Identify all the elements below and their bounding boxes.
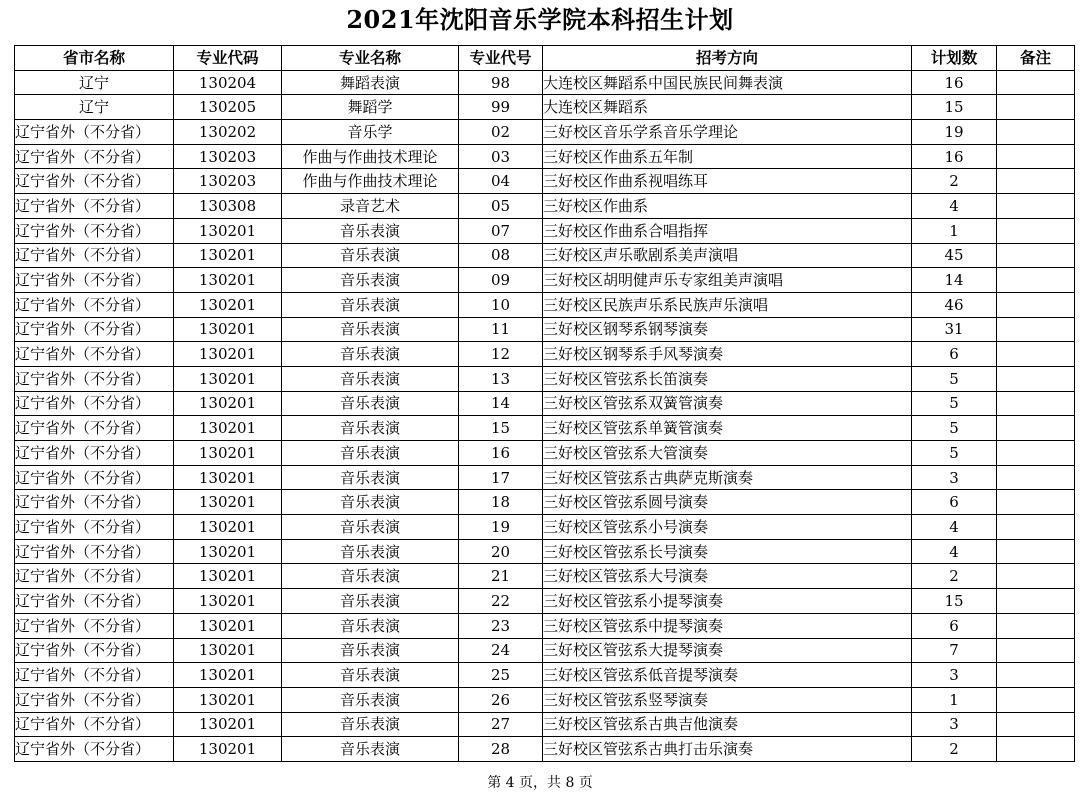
cell-plan-count: 45 [912, 243, 997, 268]
cell-major-number: 11 [459, 317, 543, 342]
cell-major-number: 14 [459, 391, 543, 416]
cell-remark [997, 613, 1075, 638]
cell-direction: 三好校区管弦系古典萨克斯演奏 [543, 465, 912, 490]
cell-major-number: 07 [459, 218, 543, 243]
cell-major-code: 130201 [174, 441, 282, 466]
cell-plan-count: 2 [912, 169, 997, 194]
cell-major-number: 04 [459, 169, 543, 194]
cell-direction: 三好校区作曲系合唱指挥 [543, 218, 912, 243]
cell-remark [997, 218, 1075, 243]
table-row [15, 441, 1075, 466]
cell-remark [997, 737, 1075, 762]
table-row [15, 342, 1075, 367]
cell-major-code: 130203 [174, 169, 282, 194]
cell-plan-count: 46 [912, 292, 997, 317]
cell-major-name: 音乐表演 [282, 737, 459, 762]
cell-major-number: 09 [459, 268, 543, 293]
cell-direction: 大连校区舞蹈系中国民族民间舞表演 [543, 70, 912, 95]
cell-major-number: 18 [459, 490, 543, 515]
cell-plan-count: 5 [912, 441, 997, 466]
cell-major-name: 音乐表演 [282, 218, 459, 243]
table-row [15, 589, 1075, 614]
cell-province: 辽宁省外（不分省） [15, 465, 174, 490]
cell-major-name: 音乐表演 [282, 366, 459, 391]
cell-major-name: 音乐表演 [282, 243, 459, 268]
table-row [15, 416, 1075, 441]
cell-major-name: 音乐表演 [282, 292, 459, 317]
cell-remark [997, 120, 1075, 145]
cell-major-number: 10 [459, 292, 543, 317]
cell-province: 辽宁省外（不分省） [15, 317, 174, 342]
header-plan-count: 计划数 [912, 46, 997, 71]
table-row [15, 194, 1075, 219]
cell-province: 辽宁省外（不分省） [15, 243, 174, 268]
table-row [15, 120, 1075, 145]
cell-plan-count: 5 [912, 416, 997, 441]
cell-major-code: 130201 [174, 490, 282, 515]
cell-major-name: 音乐表演 [282, 465, 459, 490]
header-direction: 招考方向 [543, 46, 912, 71]
cell-direction: 三好校区声乐歌剧系美声演唱 [543, 243, 912, 268]
cell-major-number: 17 [459, 465, 543, 490]
cell-remark [997, 564, 1075, 589]
table-row [15, 564, 1075, 589]
cell-major-number: 23 [459, 613, 543, 638]
cell-remark [997, 465, 1075, 490]
cell-major-name: 音乐表演 [282, 268, 459, 293]
cell-province: 辽宁省外（不分省） [15, 564, 174, 589]
cell-remark [997, 144, 1075, 169]
cell-plan-count: 6 [912, 342, 997, 367]
cell-plan-count: 5 [912, 366, 997, 391]
cell-major-code: 130201 [174, 687, 282, 712]
cell-major-name: 音乐表演 [282, 515, 459, 540]
cell-plan-count: 3 [912, 465, 997, 490]
cell-major-number: 98 [459, 70, 543, 95]
cell-province: 辽宁省外（不分省） [15, 218, 174, 243]
table-body [15, 70, 1075, 761]
cell-major-name: 作曲与作曲技术理论 [282, 144, 459, 169]
cell-province: 辽宁省外（不分省） [15, 589, 174, 614]
cell-major-number: 25 [459, 663, 543, 688]
cell-direction: 三好校区管弦系小号演奏 [543, 515, 912, 540]
cell-major-name: 舞蹈学 [282, 95, 459, 120]
cell-major-number: 28 [459, 737, 543, 762]
cell-remark [997, 95, 1075, 120]
cell-province: 辽宁省外（不分省） [15, 416, 174, 441]
cell-major-code: 130201 [174, 663, 282, 688]
cell-major-code: 130201 [174, 292, 282, 317]
cell-remark [997, 589, 1075, 614]
cell-remark [997, 416, 1075, 441]
cell-direction: 三好校区管弦系圆号演奏 [543, 490, 912, 515]
table-row [15, 490, 1075, 515]
cell-major-name: 音乐表演 [282, 712, 459, 737]
cell-province: 辽宁省外（不分省） [15, 490, 174, 515]
table-row [15, 144, 1075, 169]
cell-direction: 三好校区胡明健声乐专家组美声演唱 [543, 268, 912, 293]
cell-major-name: 录音艺术 [282, 194, 459, 219]
table-row [15, 687, 1075, 712]
cell-plan-count: 16 [912, 70, 997, 95]
cell-province: 辽宁省外（不分省） [15, 144, 174, 169]
cell-major-number: 02 [459, 120, 543, 145]
cell-major-code: 130202 [174, 120, 282, 145]
table-row [15, 70, 1075, 95]
cell-major-code: 130201 [174, 342, 282, 367]
cell-major-code: 130201 [174, 539, 282, 564]
cell-major-code: 130308 [174, 194, 282, 219]
cell-province: 辽宁省外（不分省） [15, 737, 174, 762]
cell-major-number: 20 [459, 539, 543, 564]
cell-province: 辽宁省外（不分省） [15, 268, 174, 293]
table-row [15, 712, 1075, 737]
cell-remark [997, 515, 1075, 540]
cell-major-name: 音乐表演 [282, 613, 459, 638]
cell-direction: 三好校区作曲系五年制 [543, 144, 912, 169]
cell-major-code: 130201 [174, 268, 282, 293]
table-row [15, 465, 1075, 490]
cell-remark [997, 712, 1075, 737]
cell-major-code: 130205 [174, 95, 282, 120]
cell-plan-count: 15 [912, 589, 997, 614]
cell-remark [997, 366, 1075, 391]
cell-major-number: 26 [459, 687, 543, 712]
cell-major-code: 130201 [174, 317, 282, 342]
cell-direction: 三好校区管弦系小提琴演奏 [543, 589, 912, 614]
cell-province: 辽宁省外（不分省） [15, 391, 174, 416]
header-major-number: 专业代号 [459, 46, 543, 71]
cell-remark [997, 268, 1075, 293]
cell-plan-count: 6 [912, 613, 997, 638]
table-row [15, 169, 1075, 194]
table-row [15, 539, 1075, 564]
admission-plan-table [14, 45, 1075, 762]
cell-remark [997, 243, 1075, 268]
cell-direction: 三好校区管弦系竖琴演奏 [543, 687, 912, 712]
cell-major-code: 130204 [174, 70, 282, 95]
cell-plan-count: 16 [912, 144, 997, 169]
cell-major-number: 15 [459, 416, 543, 441]
cell-major-number: 24 [459, 638, 543, 663]
cell-plan-count: 2 [912, 564, 997, 589]
cell-major-number: 08 [459, 243, 543, 268]
cell-province: 辽宁省外（不分省） [15, 712, 174, 737]
cell-remark [997, 441, 1075, 466]
cell-remark [997, 194, 1075, 219]
cell-major-code: 130201 [174, 638, 282, 663]
cell-major-name: 音乐表演 [282, 391, 459, 416]
cell-direction: 三好校区管弦系双簧管演奏 [543, 391, 912, 416]
cell-remark [997, 342, 1075, 367]
table-row [15, 218, 1075, 243]
cell-major-number: 19 [459, 515, 543, 540]
cell-plan-count: 6 [912, 490, 997, 515]
cell-major-code: 130201 [174, 712, 282, 737]
cell-major-code: 130201 [174, 218, 282, 243]
cell-major-name: 作曲与作曲技术理论 [282, 169, 459, 194]
cell-plan-count: 4 [912, 194, 997, 219]
cell-province: 辽宁省外（不分省） [15, 663, 174, 688]
cell-major-number: 99 [459, 95, 543, 120]
header-remark: 备注 [997, 46, 1075, 71]
cell-plan-count: 1 [912, 687, 997, 712]
cell-remark [997, 292, 1075, 317]
cell-major-code: 130201 [174, 391, 282, 416]
cell-direction: 三好校区管弦系古典打击乐演奏 [543, 737, 912, 762]
cell-major-name: 音乐表演 [282, 490, 459, 515]
table-row [15, 268, 1075, 293]
cell-major-code: 130201 [174, 465, 282, 490]
cell-remark [997, 638, 1075, 663]
cell-major-number: 22 [459, 589, 543, 614]
cell-province: 辽宁省外（不分省） [15, 613, 174, 638]
table-row [15, 317, 1075, 342]
table-row [15, 243, 1075, 268]
header-major-name: 专业名称 [282, 46, 459, 71]
cell-remark [997, 687, 1075, 712]
cell-plan-count: 7 [912, 638, 997, 663]
cell-major-code: 130201 [174, 515, 282, 540]
table-row [15, 292, 1075, 317]
table-row [15, 515, 1075, 540]
cell-major-code: 130201 [174, 564, 282, 589]
header-province: 省市名称 [15, 46, 174, 71]
cell-plan-count: 1 [912, 218, 997, 243]
cell-plan-count: 15 [912, 95, 997, 120]
page-footer: 第 4 页，共 8 页 [487, 775, 593, 791]
cell-province: 辽宁省外（不分省） [15, 169, 174, 194]
cell-direction: 三好校区钢琴系手风琴演奏 [543, 342, 912, 367]
cell-major-name: 音乐表演 [282, 564, 459, 589]
cell-plan-count: 3 [912, 663, 997, 688]
cell-remark [997, 490, 1075, 515]
cell-province: 辽宁省外（不分省） [15, 539, 174, 564]
cell-province: 辽宁省外（不分省） [15, 515, 174, 540]
cell-direction: 三好校区作曲系视唱练耳 [543, 169, 912, 194]
cell-plan-count: 31 [912, 317, 997, 342]
cell-major-number: 12 [459, 342, 543, 367]
cell-major-name: 音乐表演 [282, 539, 459, 564]
cell-major-name: 音乐表演 [282, 589, 459, 614]
cell-direction: 三好校区作曲系 [543, 194, 912, 219]
cell-major-code: 130203 [174, 144, 282, 169]
header-major-code: 专业代码 [174, 46, 282, 71]
cell-major-code: 130201 [174, 613, 282, 638]
table-row [15, 737, 1075, 762]
cell-province: 辽宁 [15, 70, 174, 95]
cell-remark [997, 169, 1075, 194]
cell-direction: 大连校区舞蹈系 [543, 95, 912, 120]
cell-major-code: 130201 [174, 416, 282, 441]
cell-major-name: 音乐表演 [282, 441, 459, 466]
cell-major-name: 音乐表演 [282, 687, 459, 712]
cell-major-number: 27 [459, 712, 543, 737]
cell-major-name: 音乐表演 [282, 317, 459, 342]
cell-province: 辽宁 [15, 95, 174, 120]
cell-major-code: 130201 [174, 243, 282, 268]
cell-major-name: 舞蹈表演 [282, 70, 459, 95]
cell-plan-count: 4 [912, 515, 997, 540]
cell-major-code: 130201 [174, 737, 282, 762]
cell-province: 辽宁省外（不分省） [15, 342, 174, 367]
cell-remark [997, 70, 1075, 95]
table-row [15, 638, 1075, 663]
cell-province: 辽宁省外（不分省） [15, 366, 174, 391]
cell-plan-count: 3 [912, 712, 997, 737]
table-row [15, 366, 1075, 391]
cell-major-code: 130201 [174, 589, 282, 614]
cell-remark [997, 663, 1075, 688]
cell-province: 辽宁省外（不分省） [15, 194, 174, 219]
cell-direction: 三好校区管弦系大管演奏 [543, 441, 912, 466]
cell-plan-count: 14 [912, 268, 997, 293]
cell-major-number: 03 [459, 144, 543, 169]
cell-province: 辽宁省外（不分省） [15, 120, 174, 145]
cell-major-name: 音乐学 [282, 120, 459, 145]
cell-major-number: 16 [459, 441, 543, 466]
cell-direction: 三好校区音乐学系音乐学理论 [543, 120, 912, 145]
table-row [15, 663, 1075, 688]
cell-major-name: 音乐表演 [282, 416, 459, 441]
cell-major-name: 音乐表演 [282, 663, 459, 688]
cell-direction: 三好校区管弦系古典吉他演奏 [543, 712, 912, 737]
cell-direction: 三好校区管弦系长号演奏 [543, 539, 912, 564]
cell-direction: 三好校区管弦系大提琴演奏 [543, 638, 912, 663]
cell-remark [997, 317, 1075, 342]
table-row [15, 613, 1075, 638]
page-title: 2021年沈阳音乐学院本科招生计划 [346, 5, 734, 34]
cell-direction: 三好校区管弦系长笛演奏 [543, 366, 912, 391]
cell-major-number: 21 [459, 564, 543, 589]
table-row [15, 391, 1075, 416]
cell-direction: 三好校区钢琴系钢琴演奏 [543, 317, 912, 342]
cell-major-number: 13 [459, 366, 543, 391]
cell-province: 辽宁省外（不分省） [15, 638, 174, 663]
cell-direction: 三好校区管弦系中提琴演奏 [543, 613, 912, 638]
cell-plan-count: 19 [912, 120, 997, 145]
cell-province: 辽宁省外（不分省） [15, 292, 174, 317]
cell-remark [997, 391, 1075, 416]
cell-direction: 三好校区管弦系低音提琴演奏 [543, 663, 912, 688]
cell-major-number: 05 [459, 194, 543, 219]
cell-major-name: 音乐表演 [282, 342, 459, 367]
cell-major-name: 音乐表演 [282, 638, 459, 663]
table-row [15, 95, 1075, 120]
cell-plan-count: 4 [912, 539, 997, 564]
cell-direction: 三好校区民族声乐系民族声乐演唱 [543, 292, 912, 317]
cell-major-code: 130201 [174, 366, 282, 391]
cell-plan-count: 5 [912, 391, 997, 416]
cell-direction: 三好校区管弦系单簧管演奏 [543, 416, 912, 441]
cell-province: 辽宁省外（不分省） [15, 441, 174, 466]
cell-plan-count: 2 [912, 737, 997, 762]
table-header-row [15, 46, 1075, 71]
cell-remark [997, 539, 1075, 564]
cell-province: 辽宁省外（不分省） [15, 687, 174, 712]
cell-direction: 三好校区管弦系大号演奏 [543, 564, 912, 589]
